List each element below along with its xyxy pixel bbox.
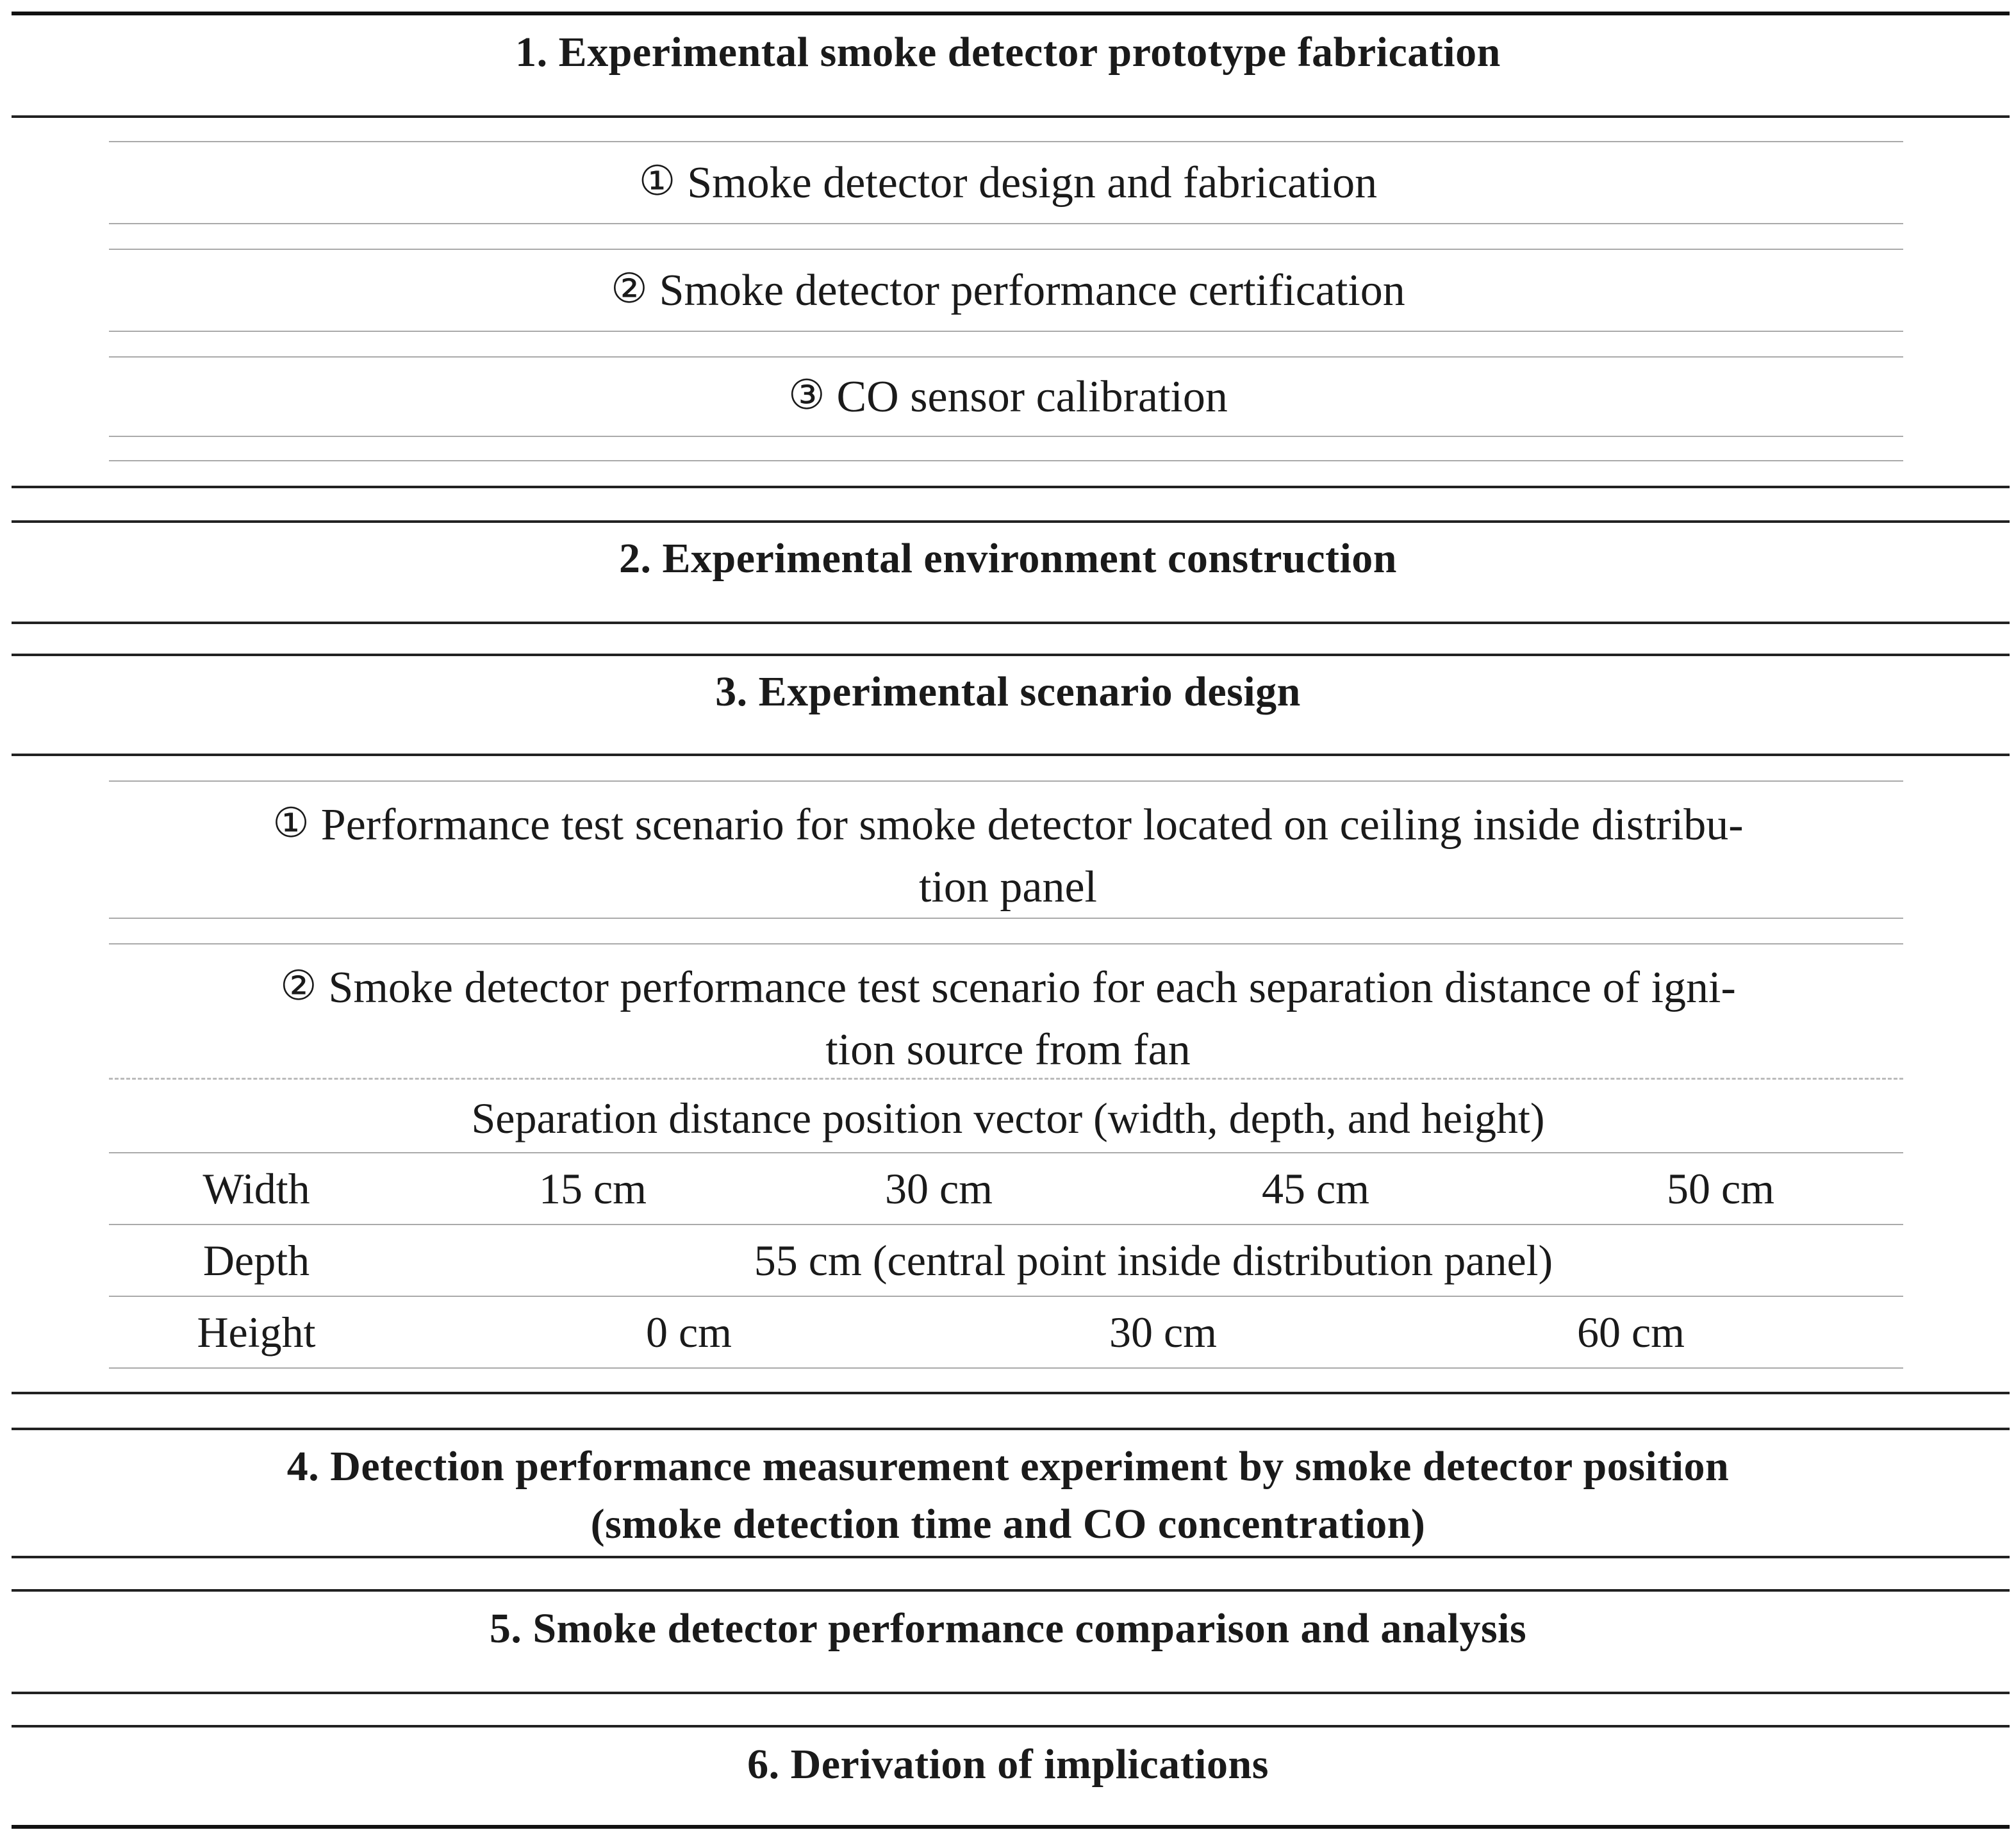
height-cell-1: 0 cm [645, 1308, 732, 1357]
divider [109, 1152, 1903, 1153]
section-1-top-rule [12, 12, 2010, 15]
divider [109, 943, 1903, 944]
item-line-2: tion source from fan [825, 1025, 1191, 1075]
circled-three-marker: ③ [788, 372, 825, 418]
section-3-header-rule [12, 754, 2010, 756]
section-1-header-rule [12, 115, 2010, 118]
section-5-bottom-rule [12, 1692, 2010, 1694]
section-4-title-line-1: 4. Detection performance measurement experiment by smoke detector position [286, 1443, 1730, 1490]
section-3-title: 3. Experimental scenario design [715, 668, 1301, 715]
section-2-bottom-rule [12, 622, 2010, 624]
dashed-divider [109, 1078, 1903, 1080]
divider [109, 1224, 1903, 1225]
height-cell-3: 60 cm [1576, 1308, 1685, 1357]
section-5-title: 5. Smoke detector performance comparison and analysis [489, 1605, 1527, 1652]
divider [109, 356, 1903, 358]
section-5-top-rule [12, 1589, 2010, 1592]
depth-cell: 55 cm (central point inside distribution panel) [754, 1236, 1553, 1285]
section-3-bottom-rule [12, 1392, 2010, 1394]
item-text: Smoke detector performance test scenario for each separation distance of igni- [328, 963, 1736, 1012]
item-text: Smoke detector design and fabrication [687, 158, 1378, 208]
circled-two-marker: ② [280, 963, 317, 1009]
divider [109, 1296, 1903, 1297]
step-1-item-2 [0, 265, 2016, 317]
divider [109, 141, 1903, 142]
section-2-title: 2. Experimental environment construction [618, 535, 1398, 582]
item-line-2: tion panel [919, 862, 1097, 912]
section-6-top-rule [12, 1725, 2010, 1728]
row-label-height: Height [197, 1308, 316, 1357]
height-cell-2: 30 cm [1109, 1308, 1218, 1357]
divider [109, 436, 1903, 437]
item-line-1 [0, 957, 2016, 1019]
width-cell-3: 45 cm [1261, 1164, 1370, 1213]
step-1-item-3 [0, 372, 2016, 423]
width-cell-4: 50 cm [1666, 1164, 1775, 1213]
width-cell-1: 15 cm [538, 1164, 647, 1213]
section-2-top-rule [12, 520, 2010, 523]
circled-two-marker: ② [611, 266, 648, 311]
section-3-top-rule [12, 654, 2010, 656]
step-1-item-1 [0, 158, 2016, 209]
item-text: CO sensor calibration [836, 372, 1228, 422]
circled-one-marker: ① [638, 158, 676, 204]
item-line-1 [0, 795, 2016, 857]
item-text: Performance test scenario for smoke detector located on ceiling inside distribu- [320, 800, 1744, 850]
section-4-top-rule [12, 1428, 2010, 1430]
separation-table-caption: Separation distance position vector (width, depth, and height) [471, 1094, 1545, 1142]
section-6-title: 6. Derivation of implications [747, 1741, 1269, 1788]
width-cell-2: 30 cm [884, 1164, 993, 1213]
divider [109, 223, 1903, 224]
divider [109, 918, 1903, 919]
divider [109, 780, 1903, 782]
item-text: Smoke detector performance certification [659, 266, 1405, 315]
row-label-depth: Depth [202, 1236, 310, 1285]
divider [109, 249, 1903, 250]
section-4-title-line-2: (smoke detection time and CO concentration) [590, 1501, 1426, 1547]
step-3-item-1 [0, 795, 2016, 918]
circled-one-marker: ① [272, 800, 310, 846]
section-6-bottom-rule [12, 1825, 2010, 1829]
divider [109, 1367, 1903, 1369]
section-1-title: 1. Experimental smoke detector prototype fabrication [515, 29, 1501, 76]
section-1-bottom-rule [12, 486, 2010, 488]
section-4-title [0, 1438, 2016, 1553]
step-3-item-2 [0, 957, 2016, 1081]
divider [109, 331, 1903, 332]
row-label-width: Width [202, 1164, 310, 1213]
divider [109, 460, 1903, 461]
section-4-bottom-rule [12, 1556, 2010, 1558]
